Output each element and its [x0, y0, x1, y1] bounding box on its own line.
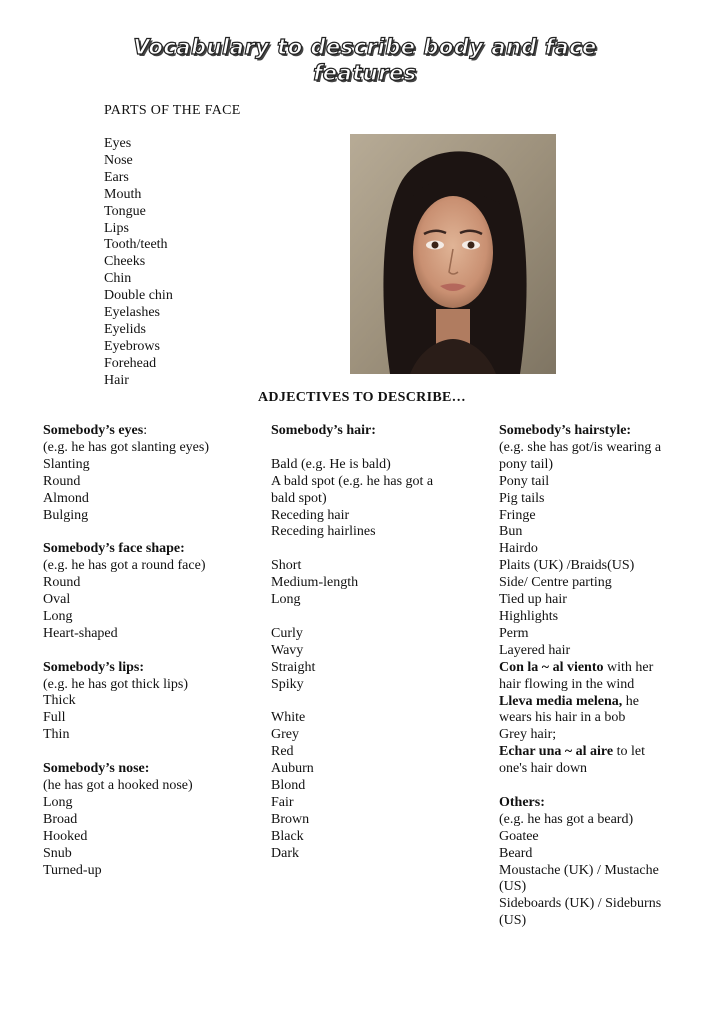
list-item: Ears: [104, 169, 129, 185]
hairstyle-example-2: pony tail): [499, 456, 554, 472]
list-item: Eyelashes: [104, 305, 160, 321]
list-item: White: [271, 710, 306, 726]
others-heading: Others:: [499, 794, 545, 810]
list-item: Straight: [271, 659, 316, 675]
list-item: Long: [271, 592, 301, 608]
list-item: Fringe: [499, 507, 536, 523]
list-item: Forehead: [104, 355, 157, 371]
lips-heading: Somebody’s lips:: [43, 659, 145, 675]
list-item: Slanting: [43, 456, 90, 472]
eyes-example: (e.g. he has got slanting eyes): [43, 439, 210, 455]
list-item: Bald (e.g. He is bald): [271, 456, 391, 472]
face-shape-example: (e.g. he has got a round face): [43, 558, 206, 574]
list-item: Fair: [271, 794, 294, 810]
title-line-1: Vocabulary to describe body and face: [133, 35, 597, 59]
list-item: Almond: [43, 490, 89, 506]
list-item: Spiky: [271, 676, 304, 692]
list-item: Red: [271, 744, 294, 760]
echar-line-2: one's hair down: [499, 761, 588, 777]
lips-list: [43, 693, 253, 744]
eyes-list: [43, 457, 253, 525]
portrait-photo: [350, 134, 556, 374]
list-item: (US): [499, 913, 527, 929]
echar-line: Echar una ~ al aire to let: [499, 744, 645, 760]
face-shape-heading: Somebody’s face shape:: [43, 541, 185, 557]
list-item: Medium-length: [271, 575, 359, 591]
list-item: Long: [43, 608, 73, 624]
column-hairstyle: [499, 423, 679, 930]
list-item: Tongue: [104, 203, 146, 219]
list-item: Tied up hair: [499, 592, 567, 608]
list-item: (US): [499, 879, 527, 895]
list-item: Thick: [43, 693, 76, 709]
list-item: Goatee: [499, 828, 539, 844]
list-item: Grey: [271, 727, 299, 743]
parts-of-face-heading: PARTS OF THE FACE: [104, 103, 241, 118]
hair-length-list: [271, 558, 471, 609]
list-item: Auburn: [271, 761, 314, 777]
list-item: bald spot): [271, 490, 327, 506]
nose-heading: Somebody’s nose:: [43, 761, 150, 777]
hair-colour-list: [271, 710, 471, 862]
list-item: Cheeks: [104, 254, 146, 270]
others-example: (e.g. he has got a beard): [499, 811, 634, 827]
list-item: Thin: [43, 727, 70, 743]
list-item: Pony tail: [499, 473, 550, 489]
list-item: Curly: [271, 625, 303, 641]
con-la-line-2: hair flowing in the wind: [499, 676, 635, 692]
grey-hair-line: Grey hair;: [499, 727, 557, 743]
adjectives-heading: ADJECTIVES TO DESCRIBE…: [258, 390, 466, 405]
list-item: Snub: [43, 845, 72, 861]
list-item: Tooth/teeth: [104, 237, 168, 253]
list-item: Broad: [43, 811, 78, 827]
list-item: Wavy: [271, 642, 304, 658]
list-item: Beard: [499, 845, 533, 861]
eyes-heading: Somebody’s eyes:: [43, 423, 148, 438]
list-item: Moustache (UK) / Mustache: [499, 862, 659, 878]
list-item: Chin: [104, 271, 132, 287]
list-item: Nose: [104, 152, 133, 168]
list-item: Black: [271, 828, 304, 844]
list-item: Bulging: [43, 507, 89, 523]
list-item: Dark: [271, 845, 299, 861]
list-item: Perm: [499, 625, 529, 641]
list-item: Eyes: [104, 136, 132, 151]
list-item: Eyelids: [104, 321, 146, 337]
list-item: Brown: [271, 811, 310, 827]
list-item: Bun: [499, 524, 523, 540]
nose-list: [43, 795, 253, 880]
list-item: Plaits (UK) /Braids(US): [499, 558, 635, 574]
list-item: Round: [43, 473, 81, 489]
others-list: [499, 829, 679, 930]
column-eyes-face-lips-nose: [43, 423, 253, 879]
page-title: [60, 34, 670, 86]
list-item: Sideboards (UK) / Sideburns: [499, 896, 662, 912]
list-item: Layered hair: [499, 642, 571, 658]
list-item: Short: [271, 558, 302, 574]
hairstyle-heading: Somebody’s hairstyle:: [499, 423, 632, 438]
list-item: Receding hairlines: [271, 524, 376, 540]
title-line-2: features: [313, 61, 417, 85]
list-item: Side/ Centre parting: [499, 575, 612, 591]
list-item: Hair: [104, 372, 129, 388]
hair-texture-list: [271, 626, 471, 694]
list-item: Hooked: [43, 828, 88, 844]
list-item: Heart-shaped: [43, 625, 118, 641]
lips-example: (e.g. he has got thick lips): [43, 676, 189, 692]
hair-heading: Somebody’s hair:: [271, 423, 376, 438]
list-item: Lips: [104, 220, 129, 236]
list-item: Double chin: [104, 288, 173, 304]
list-item: Full: [43, 710, 66, 726]
hair-baldness-list: [271, 457, 471, 542]
con-la-line: Con la ~ al viento with her: [499, 659, 654, 675]
list-item: Mouth: [104, 186, 142, 202]
column-hair: [271, 423, 471, 863]
nose-example: (he has got a hooked nose): [43, 777, 193, 793]
list-item: Receding hair: [271, 507, 350, 523]
list-item: Long: [43, 794, 73, 810]
face-shape-list: [43, 575, 253, 643]
list-item: Eyebrows: [104, 338, 160, 354]
lleva-line-2: wears his hair in a bob: [499, 710, 626, 726]
list-item: Hairdo: [499, 541, 538, 557]
list-item: Highlights: [499, 608, 559, 624]
hairstyle-list: [499, 474, 679, 660]
lleva-line: Lleva media melena, he: [499, 693, 639, 709]
list-item: Turned-up: [43, 862, 102, 878]
list-item: Oval: [43, 592, 71, 608]
list-item: Pig tails: [499, 490, 545, 506]
parts-of-face-list: [104, 136, 173, 390]
list-item: Round: [43, 575, 81, 591]
list-item: A bald spot (e.g. he has got a: [271, 473, 434, 489]
hairstyle-example-1: (e.g. she has got/is wearing a: [499, 439, 662, 455]
list-item: Blond: [271, 777, 306, 793]
